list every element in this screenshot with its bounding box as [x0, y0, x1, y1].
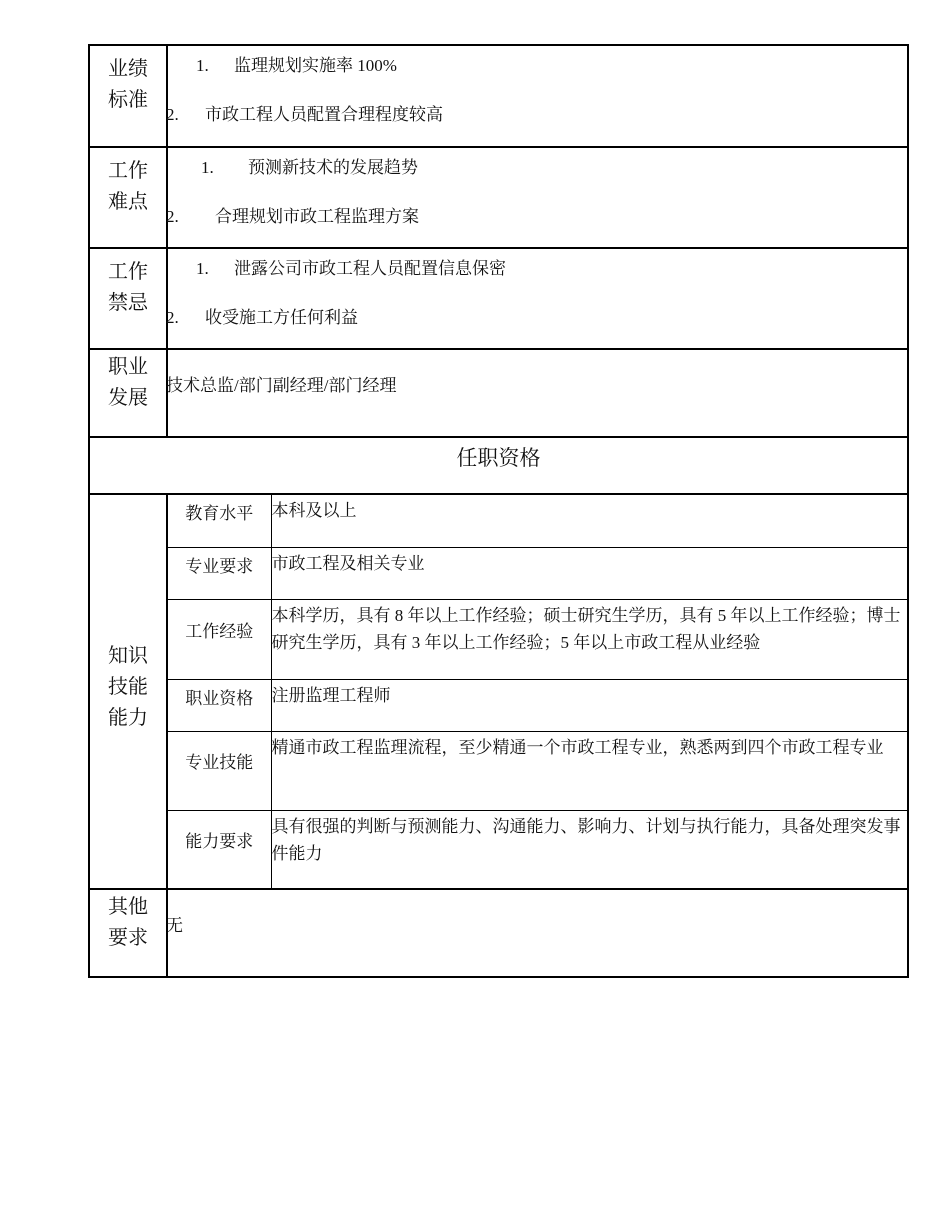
- education-key: 教育水平: [168, 495, 271, 547]
- list-item: 1. 预测新技术的发展趋势: [201, 158, 418, 177]
- job-description-sheet: [88, 44, 907, 978]
- experience-key: 工作经验: [168, 599, 271, 679]
- qualification-subtable: [168, 495, 909, 888]
- career-development-label: 职业 发展: [89, 349, 167, 437]
- professional-skill-key: 专业技能: [168, 731, 271, 810]
- performance-standard-content: [167, 45, 908, 147]
- work-taboo-label: 工作 禁忌: [89, 248, 167, 349]
- qualifications-heading-row: [89, 437, 908, 494]
- knowledge-skills-label: 知识 技能 能力: [89, 494, 167, 889]
- job-description-table: [88, 44, 909, 978]
- certification-key: 职业资格: [168, 679, 271, 731]
- other-requirements-label: 其他 要求: [89, 889, 167, 977]
- list-item: 2. 市政工程人员配置合理程度较高: [166, 105, 443, 124]
- professional-skill-value: 精通市政工程监理流程，至少精通一个市政工程专业，熟悉两到四个市政工程专业: [271, 731, 909, 810]
- major-value: 市政工程及相关专业: [271, 547, 909, 599]
- ability-key: 能力要求: [168, 810, 271, 888]
- other-requirements-text: 无: [166, 916, 183, 935]
- table-row: [168, 679, 909, 731]
- work-taboo-row: [89, 248, 908, 349]
- performance-standard-row: [89, 45, 908, 147]
- career-path-text: 技术总监/部门副经理/部门经理: [166, 376, 397, 395]
- experience-value: 本科学历，具有 8 年以上工作经验；硕士研究生学历，具有 5 年以上工作经验；博士研究生学历，具有 3 年以上工作经验；5 年以上市政工程从业经验: [271, 599, 909, 679]
- work-difficulty-content: [167, 147, 908, 248]
- table-row: [168, 495, 909, 547]
- certification-value: 注册监理工程师: [271, 679, 909, 731]
- table-row: [168, 731, 909, 810]
- knowledge-skills-row: [89, 494, 908, 889]
- work-taboo-content: [167, 248, 908, 349]
- other-requirements-content: [167, 889, 908, 977]
- list-item: 2. 收受施工方任何利益: [166, 308, 358, 327]
- performance-standard-label: 业绩 标准: [89, 45, 167, 147]
- table-row: [168, 599, 909, 679]
- major-key: 专业要求: [168, 547, 271, 599]
- list-item: 1. 泄露公司市政工程人员配置信息保密: [196, 259, 506, 278]
- other-requirements-row: [89, 889, 908, 977]
- education-value: 本科及以上: [271, 495, 909, 547]
- list-item: 2. 合理规划市政工程监理方案: [166, 207, 419, 226]
- table-row: [168, 547, 909, 599]
- work-difficulty-label: 工作 难点: [89, 147, 167, 248]
- ability-value: 具有很强的判断与预测能力、沟通能力、影响力、计划与执行能力，具备处理突发事件能力: [271, 810, 909, 888]
- career-development-row: [89, 349, 908, 437]
- qualifications-heading: 任职资格: [89, 437, 908, 494]
- career-development-content: [167, 349, 908, 437]
- table-row: [168, 810, 909, 888]
- knowledge-skills-content: [167, 494, 908, 889]
- list-item: 1. 监理规划实施率 100%: [196, 56, 397, 75]
- work-difficulty-row: [89, 147, 908, 248]
